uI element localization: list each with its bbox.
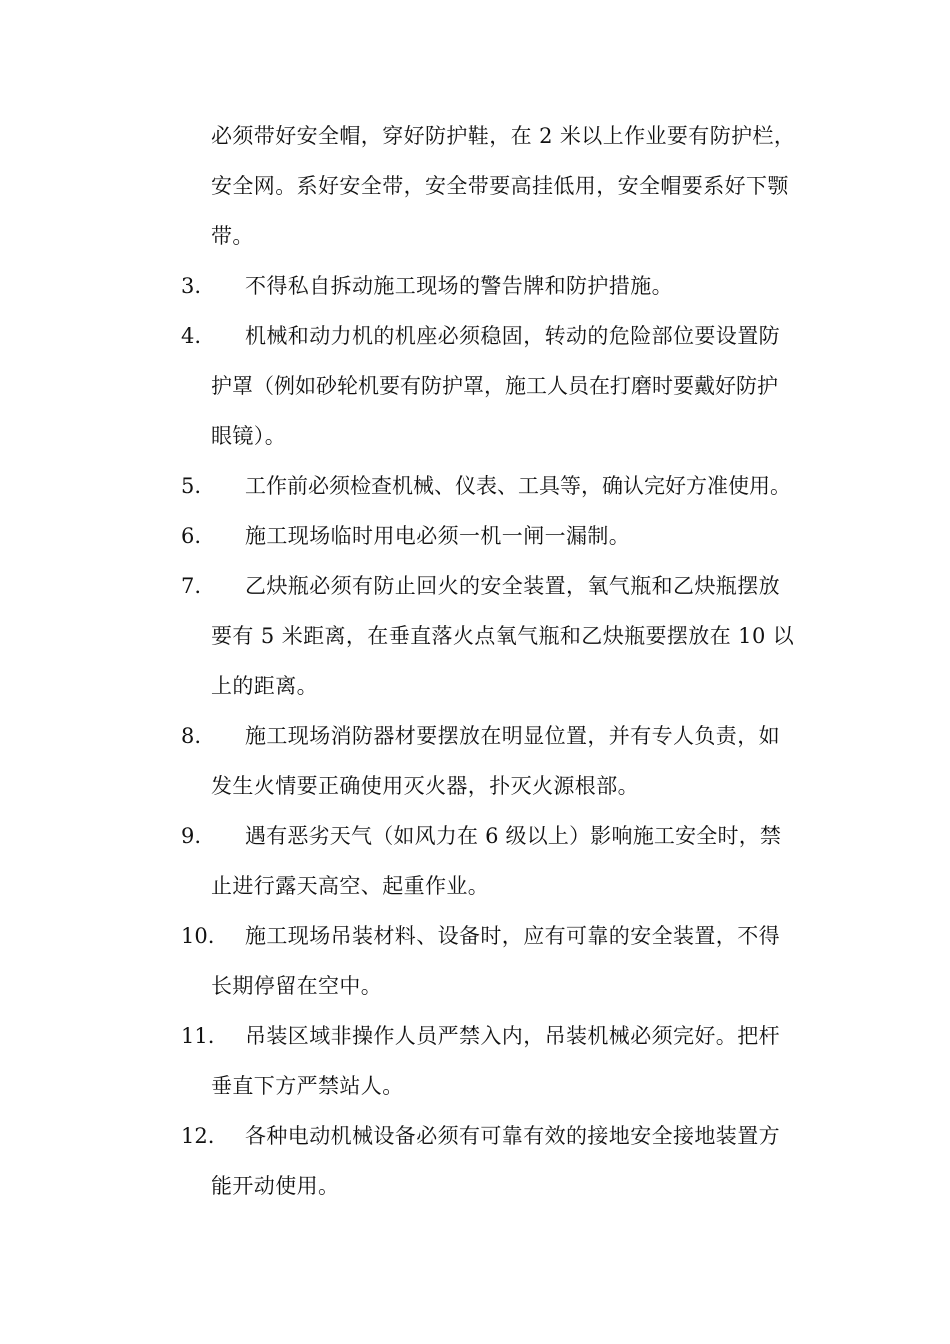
item-12-line-1: 各种电动机械设备必须有可靠有效的接地安全接地装置方: [245, 1124, 780, 1148]
item-4-line-2: 护罩（例如砂轮机要有防护罩，施工人员在打磨时要戴好防护: [211, 374, 778, 398]
item-7-line-2: 要有 5 米距离，在垂直落火点氧气瓶和乙炔瓶要摆放在 10 以: [211, 624, 795, 648]
continuation-line-1: 必须带好安全帽，穿好防护鞋，在 2 米以上作业要有防护栏，: [211, 124, 796, 148]
item-number: 10.: [181, 924, 215, 948]
item-7-line-1: 乙炔瓶必须有防止回火的安全装置，氧气瓶和乙炔瓶摆放: [245, 574, 780, 598]
item-9-line-2: 止进行露天高空、起重作业。: [211, 874, 490, 898]
item-number: 6.: [181, 524, 202, 548]
item-11-line-2: 垂直下方严禁站人。: [211, 1074, 404, 1098]
item-9-line-1: 遇有恶劣天气（如风力在 6 级以上）影响施工安全时，禁: [245, 824, 782, 848]
item-8-line-1: 施工现场消防器材要摆放在明显位置，并有专人负责，如: [245, 724, 780, 748]
item-8-line-2: 发生火情要正确使用灭火器，扑灭火源根部。: [211, 774, 639, 798]
item-10-line-2: 长期停留在空中。: [211, 974, 383, 998]
item-number: 5.: [181, 474, 202, 498]
item-number: 7.: [181, 574, 202, 598]
item-4-line-3: 眼镜）。: [211, 424, 287, 448]
item-7-line-3: 上的距离。: [211, 674, 318, 698]
item-5-line-1: 工作前必须检查机械、仪表、工具等，确认完好方准使用。: [245, 474, 791, 498]
item-number: 4.: [181, 324, 202, 348]
item-10-line-1: 施工现场吊装材料、设备时，应有可靠的安全装置，不得: [245, 924, 780, 948]
item-4-line-1: 机械和动力机的机座必须稳固，转动的危险部位要设置防: [245, 324, 780, 348]
item-3-line-1: 不得私自拆动施工现场的警告牌和防护措施。: [245, 274, 673, 298]
item-6-line-1: 施工现场临时用电必须一机一闸一漏制。: [245, 524, 631, 548]
item-number: 12.: [181, 1124, 215, 1148]
continuation-line-3: 带。: [211, 224, 254, 248]
item-number: 9.: [181, 824, 202, 848]
continuation-line-2: 安全网。系好安全带，安全带要高挂低用，安全帽要系好下颚: [211, 174, 789, 198]
item-number: 3.: [181, 274, 202, 298]
item-number: 11.: [181, 1024, 215, 1048]
item-number: 8.: [181, 724, 202, 748]
item-11-line-1: 吊装区域非操作人员严禁入内，吊装机械必须完好。把杆: [245, 1024, 780, 1048]
item-12-line-2: 能开动使用。: [211, 1174, 340, 1198]
